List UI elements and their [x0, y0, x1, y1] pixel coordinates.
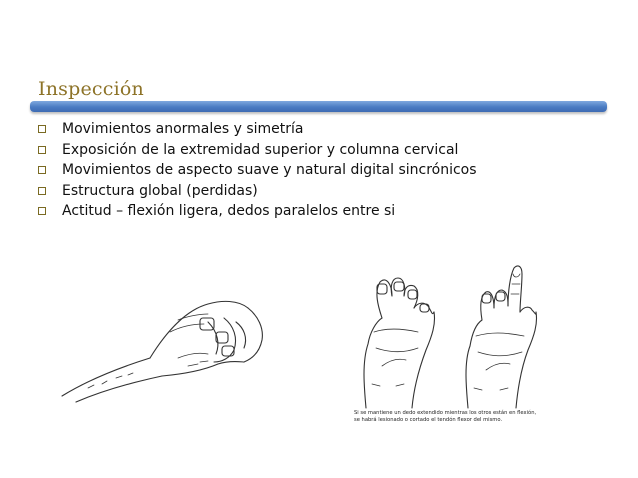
- bullet-item: [38, 181, 477, 202]
- bullet-text: Movimientos anormales y simetría: [62, 121, 304, 137]
- bullet-text: Exposición de la extremidad superior y columna cervical: [62, 141, 459, 158]
- open-palms-drawing-icon: [352, 262, 572, 410]
- bullet-text: Estructura global (perdidas): [62, 182, 258, 199]
- square-bullet-icon: [38, 146, 46, 154]
- bullet-item: [38, 160, 477, 181]
- caption-line: se habrá lesionado o cortado el tendón flexor del mismo.: [354, 417, 503, 423]
- figure-caption: [354, 410, 564, 424]
- bullet-item: [38, 201, 477, 222]
- caption-line: Si se mantiene un dedo extendido mientras los otros están en flexión,: [354, 410, 537, 416]
- bullet-text: Movimientos de aspecto suave y natural digital sincrónicos: [62, 162, 477, 178]
- square-bullet-icon: [38, 166, 46, 174]
- bullet-list: [38, 119, 477, 222]
- square-bullet-icon: [38, 187, 46, 195]
- bullet-item: [38, 140, 477, 161]
- square-bullet-icon: [38, 207, 46, 215]
- square-bullet-icon: [38, 125, 46, 133]
- bullet-text: Actitud – flexión ligera, dedos paralelos entre si: [62, 203, 396, 219]
- slide-title: Inspección: [38, 78, 144, 100]
- flexed-hand-drawing-icon: [58, 292, 273, 404]
- bullet-item: [38, 119, 477, 140]
- title-underline-bar: [30, 101, 607, 112]
